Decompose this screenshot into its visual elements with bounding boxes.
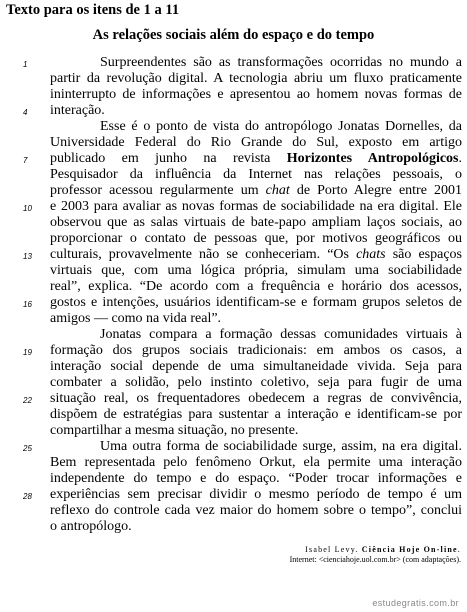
text-segment: observou que as salas virtuais de bate-papo ampliam laços sociais, ao — [50, 215, 462, 230]
text-segment: publicado em junho na revista — [50, 151, 287, 166]
line-number: 28 — [23, 492, 32, 501]
text-segment: experiências sem precisar dividir o mesmo período de tempo é um — [50, 487, 462, 502]
citation-source-line — [290, 545, 461, 555]
line-number: 4 — [23, 108, 28, 117]
line-number: 10 — [23, 204, 32, 213]
text-segment: amigos — como na vida real”. — [50, 311, 222, 326]
text-segment: gostos e intenções, usuários identificam-se e formam grupos seletos de — [50, 295, 462, 310]
text-line — [50, 311, 462, 327]
text-segment: Universidade Federal do Rio Grande do Sul, exposto em artigo — [50, 135, 462, 150]
text-segment: compartilhar a mesma situação, no presente. — [50, 423, 299, 438]
text-line — [23, 439, 462, 455]
text-line — [50, 327, 462, 343]
text-segment: situação real, os frequentadores obedecem a regras de convivência, — [50, 391, 462, 406]
text-segment: Uma outra forma de sociabilidade surge, assim, na era digital. — [100, 439, 462, 454]
emphasis-italic: chats — [356, 247, 386, 262]
article-title: As relações sociais além do espaço e do tempo — [92, 27, 375, 43]
line-number: 22 — [23, 396, 32, 405]
text-segment: independente do tempo e do espaço. “Poder trocar informações e — [50, 471, 462, 486]
citation-author: Isabel Levy. — [305, 545, 362, 554]
text-line — [50, 423, 462, 439]
emphasis-italic: chat — [265, 183, 290, 198]
citation-internet: Internet: <cienciahoje.uol.com.br> (com adaptações). — [289, 555, 461, 564]
text-line — [50, 455, 462, 471]
text-line — [50, 135, 462, 151]
text-segment: interação social depende de uma simultaneidade vivida. Seja para — [50, 359, 462, 374]
text-line — [50, 407, 462, 423]
text-line — [23, 391, 462, 407]
text-line — [50, 375, 462, 391]
text-segment: o antropólogo. — [50, 519, 132, 534]
text-line — [23, 199, 462, 215]
text-line — [50, 215, 462, 231]
line-number: 19 — [23, 348, 32, 357]
text-segment: Surpreendentes são as transformações ocorridas no mundo a — [100, 55, 462, 70]
text-line — [50, 471, 462, 487]
text-line — [50, 263, 462, 279]
text-segment: virtuais que, com uma lógica própria, simulam uma sociabilidade — [50, 263, 462, 278]
text-line — [50, 231, 462, 247]
text-line — [50, 71, 462, 87]
citation-end: . — [457, 545, 461, 554]
text-segment: de Porto Alegre entre 2001 — [289, 183, 462, 198]
citation — [290, 545, 461, 565]
text-segment: Esse é o ponto de vista do antropólogo Jonatas Dornelles, da — [100, 119, 462, 134]
text-segment: real”, explica. “De acordo com a frequência e horário dos acessos, — [50, 279, 462, 294]
text-segment: culturais, provavelmente não se conheceriam. “Os — [50, 247, 357, 262]
text-segment: são espaços — [385, 247, 462, 262]
text-line — [23, 487, 462, 503]
text-line — [50, 167, 462, 183]
article-body — [23, 55, 463, 535]
watermark: estudegratis.com.br — [372, 598, 459, 608]
text-segment: proporcionar o contato de pessoas que, por motivos geográficos ou — [50, 231, 462, 246]
text-segment: formação dos grupos sociais tradicionais: em ambos os casos, a — [50, 343, 462, 358]
text-segment: combater a solidão, pelo instinto coletivo, seja para fugir de uma — [50, 375, 462, 390]
text-line — [50, 87, 462, 103]
line-number: 13 — [23, 252, 32, 261]
text-line — [23, 55, 462, 71]
text-segment: interação. — [50, 103, 105, 118]
line-number: 7 — [23, 156, 28, 165]
text-line — [23, 103, 462, 119]
text-line — [50, 183, 462, 199]
line-number: 16 — [23, 300, 32, 309]
text-line — [23, 151, 463, 167]
text-line — [23, 343, 462, 359]
text-segment: Pesquisador da influência da Internet nas relações pessoais, o — [50, 167, 462, 182]
text-segment: partir da revolução digital. A tecnologia abriu um fluxo praticamente — [50, 71, 462, 86]
line-number: 1 — [23, 60, 28, 69]
text-line — [23, 247, 462, 263]
citation-publication: Ciência Hoje On-line — [361, 545, 458, 554]
text-line — [50, 119, 462, 135]
text-line — [50, 359, 462, 375]
text-segment: Bem representada pelo fenômeno Orkut, ela permite uma interação — [50, 455, 462, 470]
text-segment: Jonatas compara a formação dessas comunidades virtuais à — [100, 327, 462, 342]
text-segment: ininterrupto de informações e apresentou ao homem novas formas de — [50, 87, 462, 102]
text-segment: . — [458, 151, 463, 166]
emphasis-bold: Horizontes Antropológicos — [286, 151, 459, 166]
text-line — [50, 279, 462, 295]
text-segment: e 2003 para avaliar as novas formas de sociabilidade na era digital. Ele — [50, 199, 462, 214]
line-number: 25 — [23, 444, 32, 453]
text-line — [50, 503, 462, 519]
text-line — [50, 519, 462, 535]
section-header: Texto para os itens de 1 a 11 — [6, 2, 180, 18]
text-segment: professor acessou regularmente um — [50, 183, 266, 198]
text-segment: reflexo do controle cada vez maior do homem sobre o tempo”, conclui — [50, 503, 462, 518]
text-segment: dispõem de estratégias para sustentar a interação e identificam-se por — [50, 407, 462, 422]
text-line — [23, 295, 462, 311]
